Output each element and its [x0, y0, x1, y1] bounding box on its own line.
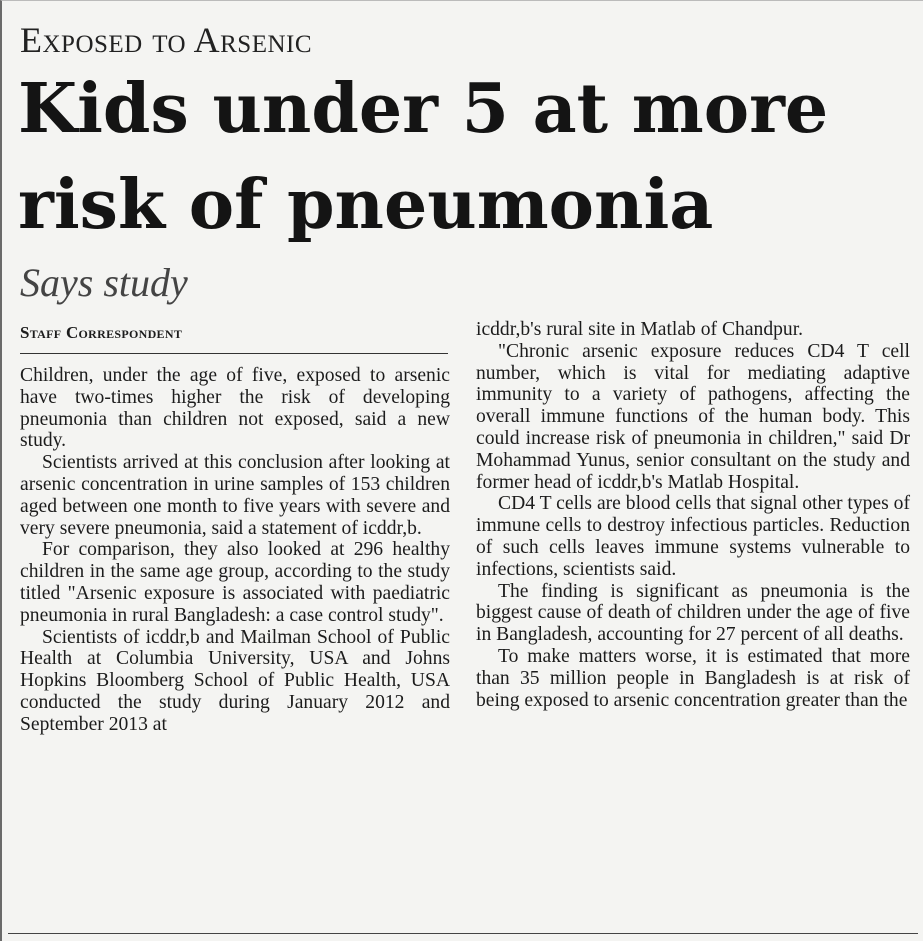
byline-rule: [20, 353, 448, 354]
deck: Says study: [20, 260, 188, 305]
paragraph: Children, under the age of five, exposed to arsenic have two-times higher the risk of developing pneumonia than children not exposed, said a new study.: [20, 365, 450, 452]
paragraph: icddr,b's rural site in Matlab of Chandpur.: [476, 319, 804, 340]
paragraph: Scientists of icddr,b and Mailman School of Public Health at Columbia University, USA and Johns Hopkins Bloomberg School of Public Health, USA conducted the study during January 2012 and September 2013 at: [20, 626, 450, 735]
right-column: [476, 319, 910, 711]
paragraph: To make matters worse, it is estimated that more than 35 million people in Bangladesh is at risk of being exposed to arsenic concentration greater than the: [476, 645, 910, 711]
paragraph: For comparison, they also looked at 296 healthy children in the same age group, according to the study titled "Arsenic exposure is associated with paediatric pneumonia in rural Bangladesh: a case control study".: [20, 539, 450, 626]
paragraph: CD4 T cells are blood cells that signal other types of immune cells to destroy infectious particles. Reduction of such cells leaves immune systems vulnerable to infections, scientists said.: [476, 493, 910, 580]
paragraph: "Chronic arsenic exposure reduces CD4 T cell number, which is vital for mediating adaptive immunity to a variety of pathogens, affecting the overall immune functions of the human body. This could increase risk of pneumonia in children," said Dr Mohammad Yunus, senior consultant on the study and former head of icddr,b's Matlab Hospital.: [476, 340, 910, 493]
paragraph: The finding is significant as pneumonia is the biggest cause of death of children under the age of five in Bangladesh, accounting for 27 percent of all deaths.: [476, 580, 910, 646]
paragraph: Scientists arrived at this conclusion after looking at arsenic concentration in urine samples of 153 children aged between one month to five years with severe and very severe pneumonia, said a statement of icddr,b.: [20, 452, 450, 539]
left-column: [20, 365, 450, 736]
byline: Staff Correspondent: [20, 323, 183, 342]
kicker: Exposed to Arsenic: [20, 20, 313, 60]
bottom-rule: [8, 933, 918, 934]
headline: Kids under 5 at more risk of pneumonia: [18, 69, 829, 245]
